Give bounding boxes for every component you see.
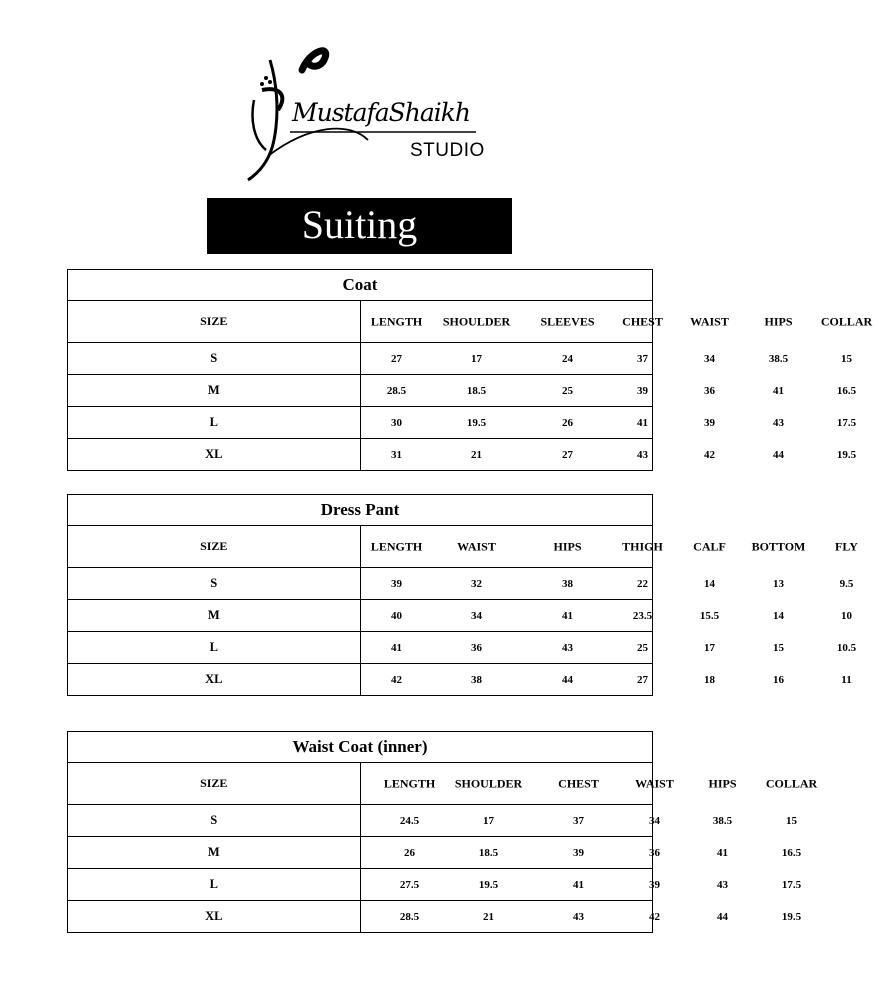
measurement-cell: 38.5 (768, 352, 789, 365)
measurement-cell: 34 (471, 609, 482, 622)
measurement-cell: 43 (573, 910, 584, 923)
measurement-cell: 16 (773, 673, 784, 686)
measurement-cell: 17.5 (836, 416, 857, 429)
measurement-cell: 21 (483, 910, 494, 923)
table-header-row (68, 763, 653, 805)
column-header: HIPS (708, 776, 737, 790)
measurement-cell: 15 (841, 352, 852, 365)
measurement-cell: 28.5 (386, 384, 407, 397)
size-cell: L (68, 869, 361, 901)
size-column-header: SIZE (68, 301, 361, 343)
measurement-cell: 30 (391, 416, 402, 429)
measurement-cell: 34 (704, 352, 715, 365)
measurement-cell: 17 (471, 352, 482, 365)
size-cell: S (68, 805, 361, 837)
measurement-cell: 43 (773, 416, 784, 429)
table-row (68, 632, 653, 664)
measurement-cell: 32 (471, 577, 482, 590)
measurement-cell: 34 (649, 814, 660, 827)
measurement-cell: 42 (704, 448, 715, 461)
coat-size-table (67, 269, 873, 471)
column-header: CHEST (558, 776, 599, 790)
column-header: COLLAR (765, 776, 818, 790)
measurement-cell: 10.5 (836, 641, 857, 654)
size-cell: S (68, 568, 361, 600)
waist-coat-size-table (67, 731, 818, 933)
measurement-cell: 15 (786, 814, 797, 827)
column-header: WAIST (635, 776, 674, 790)
measurement-cell: 36 (704, 384, 715, 397)
size-column-header: SIZE (68, 526, 361, 568)
measurement-cell: 42 (649, 910, 660, 923)
table-row (68, 343, 653, 375)
measurement-cell: 19.5 (781, 910, 802, 923)
measurement-cell: 38 (471, 673, 482, 686)
measurement-cell: 16.5 (836, 384, 857, 397)
measurement-cell: 10 (841, 609, 852, 622)
measurement-cell: 42 (391, 673, 402, 686)
measurement-cell: 41 (717, 846, 728, 859)
column-header: SHOULDER (454, 776, 523, 790)
table-row (68, 407, 653, 439)
measurement-cell: 31 (391, 448, 402, 461)
measurement-cell: 18.5 (478, 846, 499, 859)
measurement-cell: 18.5 (466, 384, 487, 397)
size-cell: M (68, 375, 361, 407)
measurement-cell: 41 (773, 384, 784, 397)
brand-logo (240, 40, 490, 185)
column-header: SLEEVES (540, 314, 595, 328)
measurement-cell: 19.5 (466, 416, 487, 429)
measurement-cell: 13 (773, 577, 784, 590)
measurement-cell: 18 (704, 673, 715, 686)
measurement-cell: 39 (573, 846, 584, 859)
measurement-cell: 27 (562, 448, 573, 461)
measurement-cell: 26 (562, 416, 573, 429)
measurement-cell: 9.5 (839, 577, 854, 590)
measurement-cell: 27 (637, 673, 648, 686)
measurement-cell: 41 (573, 878, 584, 891)
measurement-cell: 43 (562, 641, 573, 654)
measurement-cell: 17 (483, 814, 494, 827)
column-header: CHEST (622, 314, 663, 328)
table-row (68, 375, 653, 407)
dress-pant-size-table (67, 494, 858, 696)
brand-subtitle: STUDIO (410, 140, 485, 161)
column-header: COLLAR (820, 314, 873, 328)
measurement-cell: 43 (717, 878, 728, 891)
measurement-cell: 14 (773, 609, 784, 622)
measurement-cell: 41 (391, 641, 402, 654)
table-row (68, 869, 653, 901)
measurement-cell: 37 (573, 814, 584, 827)
column-header: WAIST (690, 314, 729, 328)
measurement-cell: 39 (391, 577, 402, 590)
table-title: Dress Pant (68, 495, 653, 526)
table-row (68, 805, 653, 837)
size-cell: XL (68, 664, 361, 696)
measurement-cell: 15.5 (699, 609, 720, 622)
column-header: HIPS (553, 539, 582, 553)
table-header-row (68, 301, 653, 343)
measurement-cell: 38.5 (712, 814, 733, 827)
table-row (68, 837, 653, 869)
column-header: LENGTH (370, 539, 423, 553)
measurement-cell: 36 (649, 846, 660, 859)
measurement-cell: 17 (704, 641, 715, 654)
measurement-cell: 43 (637, 448, 648, 461)
measurement-cell: 37 (637, 352, 648, 365)
measurement-cell: 39 (704, 416, 715, 429)
measurement-cell: 27 (391, 352, 402, 365)
measurement-cell: 25 (562, 384, 573, 397)
measurement-cell: 21 (471, 448, 482, 461)
measurement-cell: 17.5 (781, 878, 802, 891)
column-header: LENGTH (383, 776, 436, 790)
measurement-cell: 14 (704, 577, 715, 590)
size-cell: L (68, 632, 361, 664)
measurement-cell: 44 (717, 910, 728, 923)
size-cell: S (68, 343, 361, 375)
measurement-cell: 28.5 (399, 910, 420, 923)
measurement-cell: 41 (562, 609, 573, 622)
brand-wordmark: MustafaShaikh (292, 98, 471, 127)
measurement-cell: 41 (637, 416, 648, 429)
column-header: WAIST (457, 539, 496, 553)
measurement-cell: 44 (562, 673, 573, 686)
table-title: Coat (68, 270, 653, 301)
measurement-cell: 38 (562, 577, 573, 590)
table-row (68, 439, 653, 471)
column-header: SHOULDER (442, 314, 511, 328)
measurement-cell: 39 (637, 384, 648, 397)
page-title-banner: Suiting (207, 198, 512, 254)
measurement-cell: 19.5 (478, 878, 499, 891)
measurement-cell: 36 (471, 641, 482, 654)
measurement-cell: 19.5 (836, 448, 857, 461)
column-header: BOTTOM (751, 539, 806, 553)
size-column-header: SIZE (68, 763, 361, 805)
column-header: HIPS (764, 314, 793, 328)
table-row (68, 568, 653, 600)
column-header: LENGTH (370, 314, 423, 328)
measurement-cell: 26 (404, 846, 415, 859)
table-row (68, 600, 653, 632)
measurement-cell: 11 (841, 673, 852, 686)
measurement-cell: 22 (637, 577, 648, 590)
size-cell: L (68, 407, 361, 439)
measurement-cell: 15 (773, 641, 784, 654)
measurement-cell: 44 (773, 448, 784, 461)
measurement-cell: 40 (391, 609, 402, 622)
size-cell: M (68, 600, 361, 632)
measurement-cell: 39 (649, 878, 660, 891)
measurement-cell: 23.5 (632, 609, 653, 622)
size-cell: XL (68, 439, 361, 471)
size-cell: XL (68, 901, 361, 933)
measurement-cell: 24.5 (399, 814, 420, 827)
size-cell: M (68, 837, 361, 869)
table-header-row (68, 526, 653, 568)
measurement-cell: 27.5 (399, 878, 420, 891)
table-title: Waist Coat (inner) (68, 732, 653, 763)
table-row (68, 664, 653, 696)
measurement-cell: 16.5 (781, 846, 802, 859)
column-header: FLY (835, 539, 858, 553)
measurement-cell: 24 (562, 352, 573, 365)
measurement-cell: 25 (637, 641, 648, 654)
table-row (68, 901, 653, 933)
column-header: CALF (693, 539, 726, 553)
column-header: THIGH (622, 539, 663, 553)
